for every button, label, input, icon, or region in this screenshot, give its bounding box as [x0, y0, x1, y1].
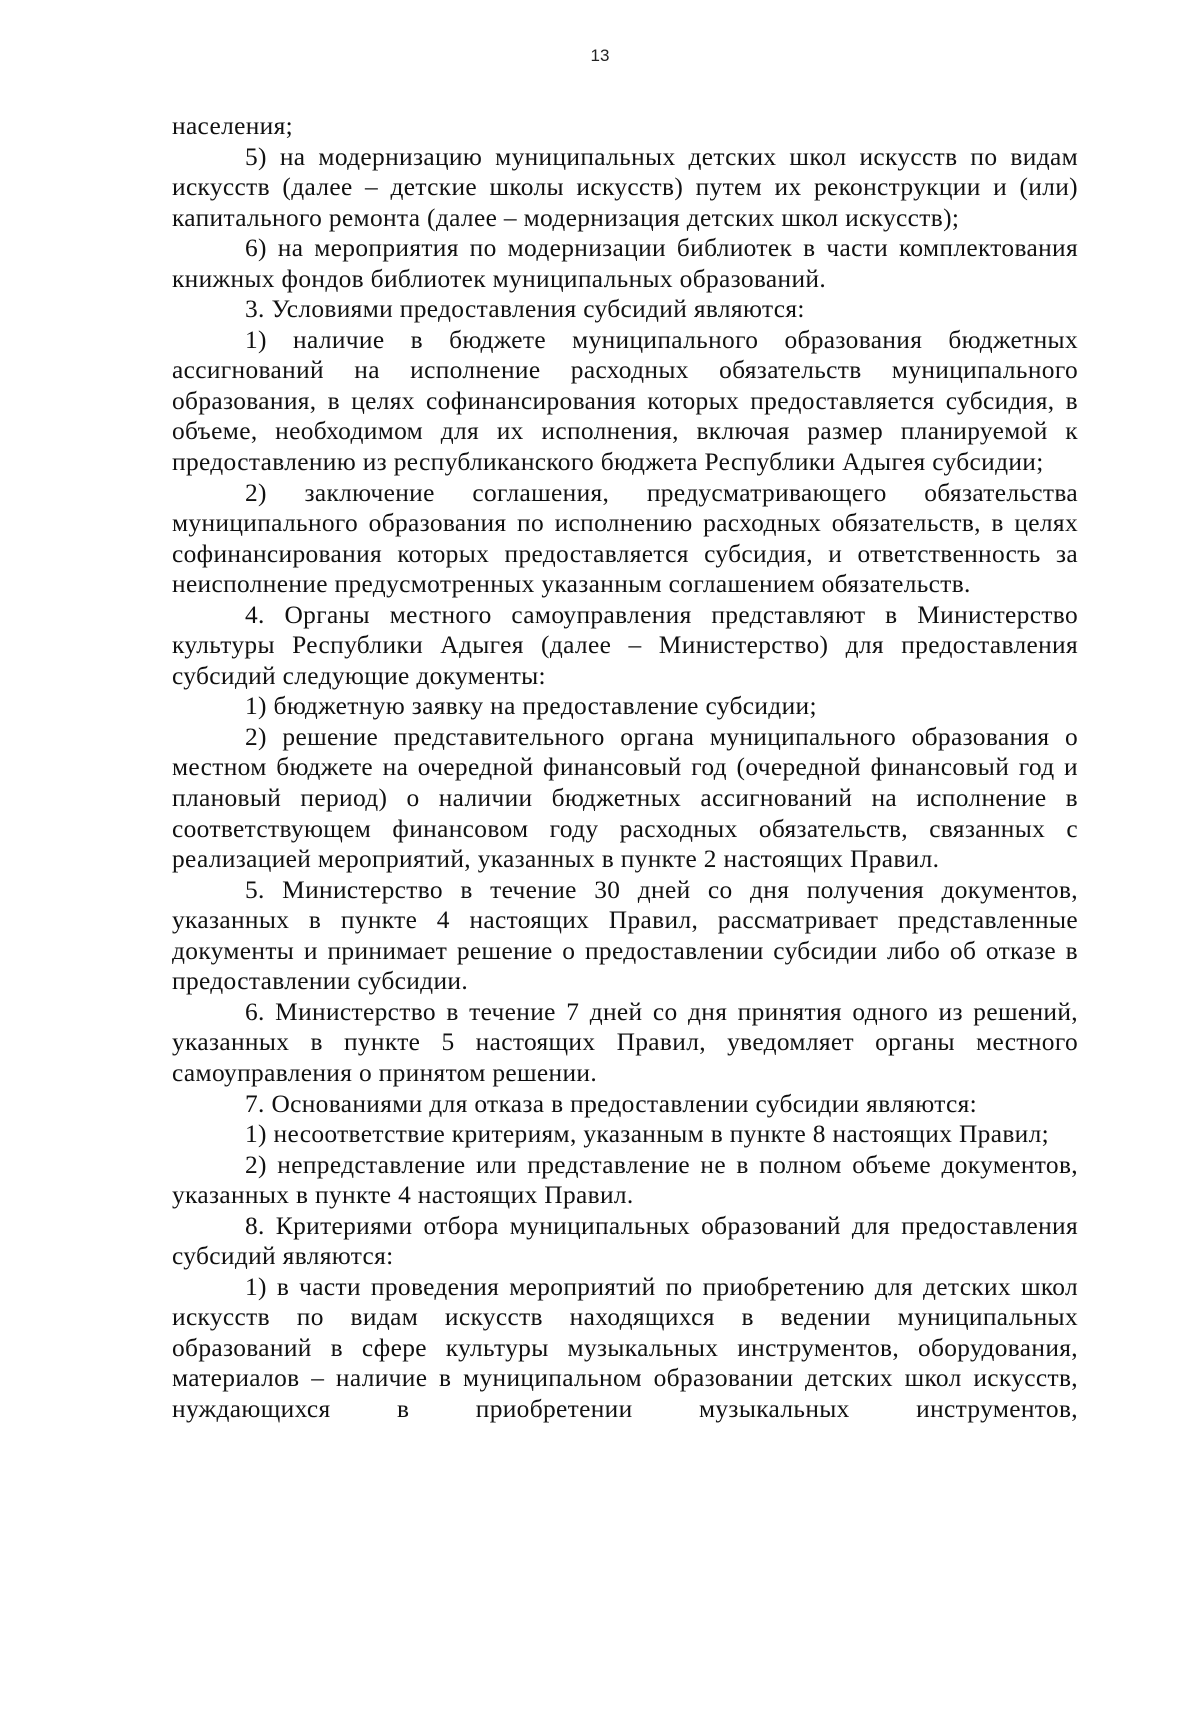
paragraph-clause-3-item-1: 1) наличие в бюджете муниципального образования бюджетных ассигнований на исполнение расходных обязательств муниципального образования, в целях софинансирования которых предоставляется субсидия, в объеме, необходимом для их исполнения, включая размер планируемой к предоставлению из республиканского бюджета Республики Адыгея субсидии; — [172, 325, 1078, 477]
paragraph-clause-4-item-2: 2) решение представительного органа муниципального образования о местном бюджете на очередной финансовый год (очередной финансовый год и плановый период) о наличии бюджетных ассигнований на исполнение в соответствующем финансовом году расходных обязательств, связанных с реализацией мероприятий, указанных в пункте 2 настоящих Правил. — [172, 722, 1078, 874]
paragraph-clause-8-item-1: 1) в части проведения мероприятий по приобретению для детских школ искусств по видам искусств находящихся в ведении муниципальных образований в сфере культуры музыкальных инструментов, оборудования, материалов – наличие в муниципальном образовании детских школ искусств, нуждающихся в приобретении музыкальных инструментов, — [172, 1272, 1078, 1423]
paragraph-clause-7: 7. Основаниями для отказа в предоставлении субсидии являются: — [245, 1089, 978, 1118]
paragraph-clause-8: 8. Критериями отбора муниципальных образований для предоставления субсидий являются: — [172, 1211, 1078, 1271]
paragraph-clause-5: 5. Министерство в течение 30 дней со дня получения документов, указанных в пункте 4 настоящих Правил, рассматривает представленные документы и принимает решение о предоставлении субсидии либо об отказе в предоставлении субсидии. — [172, 875, 1078, 996]
page-number: 13 — [590, 46, 610, 65]
paragraph-clause-7-item-2: 2) непредставление или представление не в полном объеме документов, указанных в пункте 4 настоящих Правил. — [172, 1150, 1078, 1210]
paragraph-clause-3: 3. Условиями предоставления субсидий являются: — [245, 295, 805, 324]
paragraph-clause-4-item-1: 1) бюджетную заявку на предоставление субсидии; — [245, 692, 817, 721]
paragraph-item-6: 6) на мероприятия по модернизации библиотек в части комплектования книжных фондов библиотек муниципальных образований. — [172, 234, 1078, 293]
paragraph-continuation: населения; — [172, 112, 294, 140]
paragraph-clause-3-item-2: 2) заключение соглашения, предусматривающего обязательства муниципального образования по исполнению расходных обязательств, в целях софинансирования которых предоставляется субсидия, и ответственность за неисполнение предусмотренных указанным соглашением обязательств. — [172, 478, 1078, 599]
paragraph-clause-4: 4. Органы местного самоуправления представляют в Министерство культуры Республики Адыгея (далее – Министерство) для предоставления субсидий следующие документы: — [172, 600, 1078, 690]
paragraph-clause-6: 6. Министерство в течение 7 дней со дня принятия одного из решений, указанных в пункте 5 настоящих Правил, уведомляет органы местного самоуправления о принятом решении. — [172, 997, 1078, 1087]
document-body — [172, 111, 1078, 1425]
paragraph-item-5: 5) на модернизацию муниципальных детских школ искусств по видам искусств (далее – детские школы искусств) путем их реконструкции и (или) капитального ремонта (далее – модернизация детских школ искусств); — [172, 142, 1078, 232]
paragraph-clause-7-item-1: 1) несоответствие критериям, указанным в пункте 8 настоящих Правил; — [245, 1120, 1050, 1149]
